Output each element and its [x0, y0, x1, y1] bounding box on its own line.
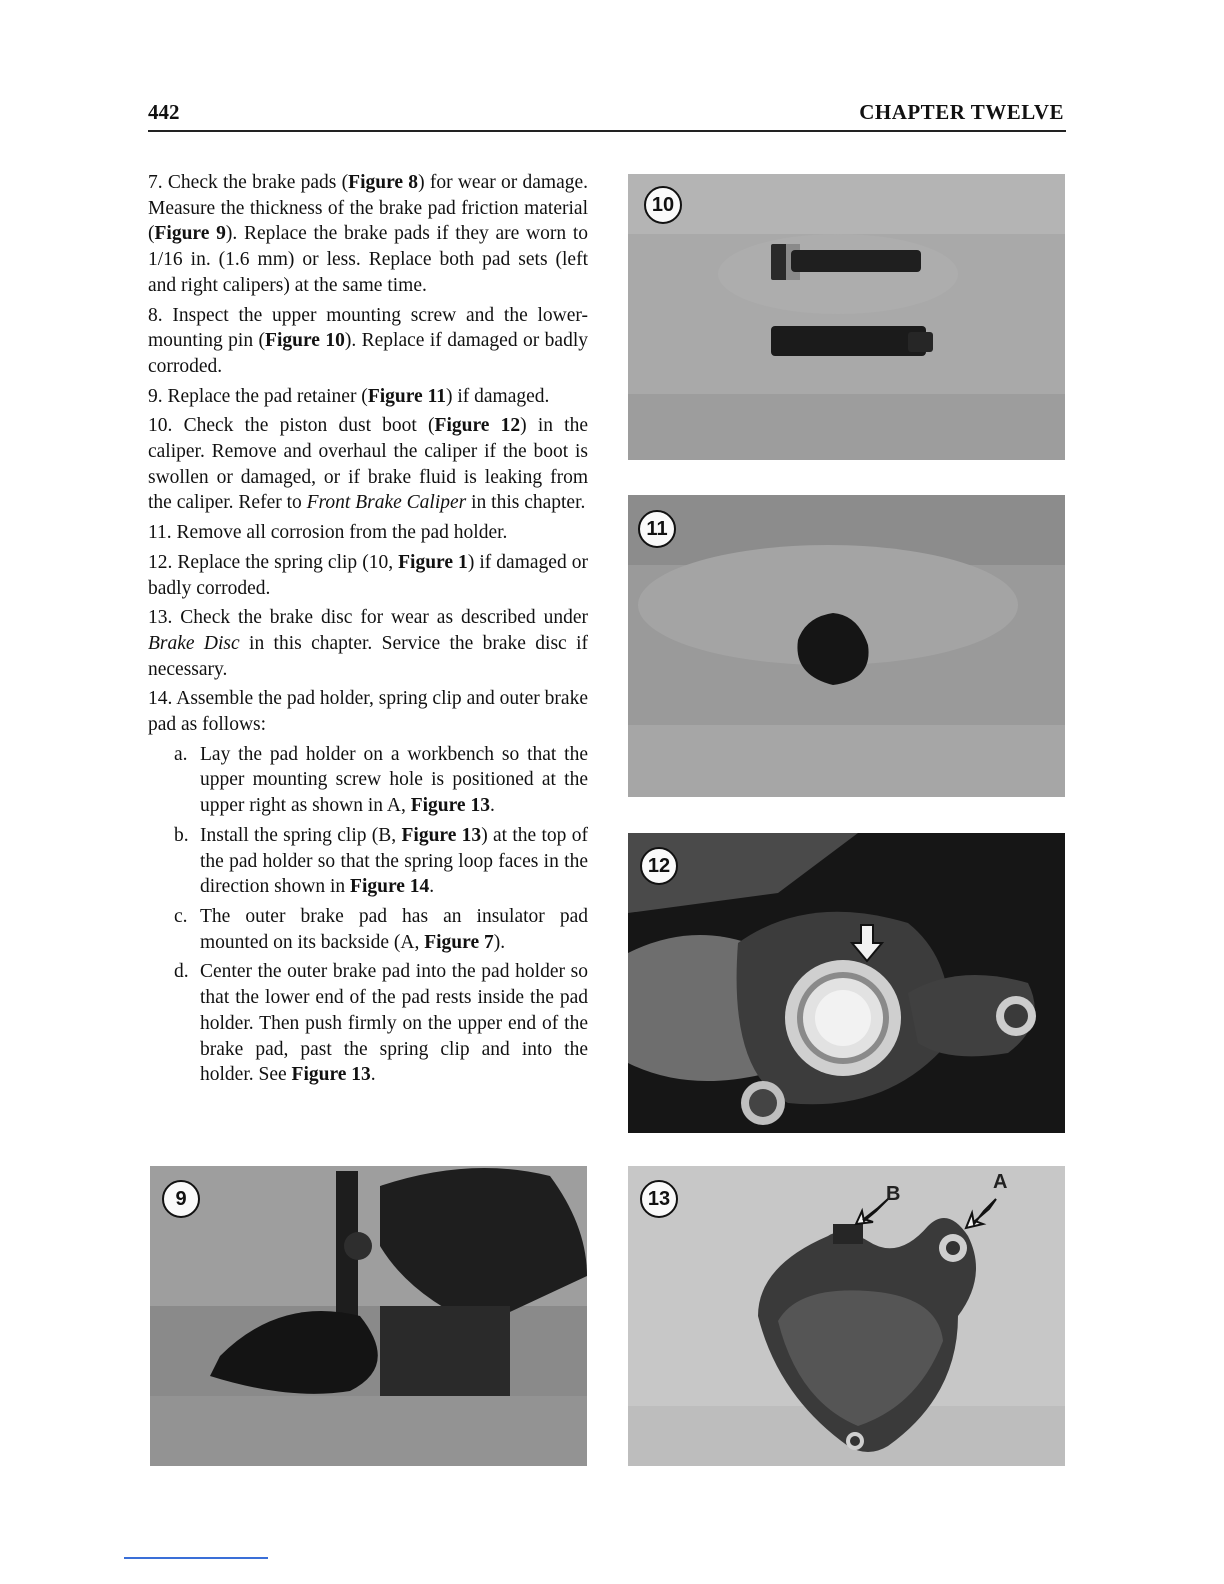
page-number: 442: [148, 100, 180, 124]
figure-9-photo: [150, 1166, 587, 1466]
page-header: [148, 96, 1066, 132]
figure-11-photo: [628, 495, 1065, 797]
step-11: 11. Remove all corrosion from the pad holder.: [148, 522, 508, 544]
spring-clip-shape: [833, 1224, 863, 1244]
substep-c: c. The outer brake pad has an insulator pad mounted on its backside (A, Figure 7).: [174, 905, 588, 953]
label-a: A: [993, 1171, 1008, 1193]
figure-11: [628, 495, 1065, 797]
figure-13-photo: [628, 1166, 1065, 1466]
figure-13: [628, 1166, 1065, 1466]
substep-d: d. Center the outer brake pad into the pad holder so that the lower end of the pad rests inside the pad holder. Then push firmly on the upper end of the brake pad, past the spring clip and into the holder. See Figure 13.: [174, 961, 588, 1086]
figure-11-number: 11: [638, 510, 676, 548]
chapter-title: CHAPTER TWELVE: [859, 100, 1064, 124]
figure-12-number: 12: [640, 847, 678, 885]
substep-a: a. Lay the pad holder on a workbench so that the upper mounting screw hole is positioned at the upper right as shown in A, Figure 13.: [174, 743, 588, 817]
upper-mounting-screw-shape: [791, 250, 921, 272]
figure-12: [628, 833, 1065, 1133]
step-7: 7. Check the brake pads (Figure 8) for wear or damage. Measure the thickness of the brake pad friction material (Figure 9). Replace the brake pads if they are worn to 1/16 in. (1.6 mm) or less. Replace both pad sets (left and right calipers) at the same time.: [148, 172, 588, 296]
figure-13-number: 13: [640, 1180, 678, 1218]
step-8: 8. Inspect the upper mounting screw and the lower-mounting pin (Figure 10). Replace if damaged or badly corroded.: [148, 304, 588, 377]
lower-mounting-pin-shape: [771, 326, 926, 356]
step-12: 12. Replace the spring clip (10, Figure 1) if damaged or badly corroded.: [148, 551, 588, 599]
figure-10-photo: [628, 174, 1065, 460]
step-9: 9. Replace the pad retainer (Figure 11) if damaged.: [148, 385, 550, 407]
figure-10: [628, 174, 1065, 460]
bottom-divider: [124, 1557, 268, 1559]
step-13: 13. Check the brake disc for wear as described under Brake Disc in this chapter. Service the brake disc if necessary.: [148, 607, 588, 680]
label-b: B: [886, 1183, 901, 1205]
figure-9: [150, 1166, 587, 1466]
substep-b: b. Install the spring clip (B, Figure 13) at the top of the pad holder so that the spring loop faces in the direction shown in Figure 14.: [174, 824, 588, 898]
figure-12-photo: [628, 833, 1065, 1133]
step-14-substeps: [148, 742, 588, 1088]
instruction-text: [148, 170, 588, 1092]
figure-9-number: 9: [162, 1180, 200, 1218]
step-14: 14. Assemble the pad holder, spring clip and outer brake pad as follows:: [148, 688, 588, 736]
figure-10-number: 10: [644, 186, 682, 224]
step-10: 10. Check the piston dust boot (Figure 12) in the caliper. Remove and overhaul the caliper if the boot is swollen or damaged, or if brake fluid is leaking from the caliper. Refer to Front Brake Caliper in this chapter.: [148, 415, 589, 514]
